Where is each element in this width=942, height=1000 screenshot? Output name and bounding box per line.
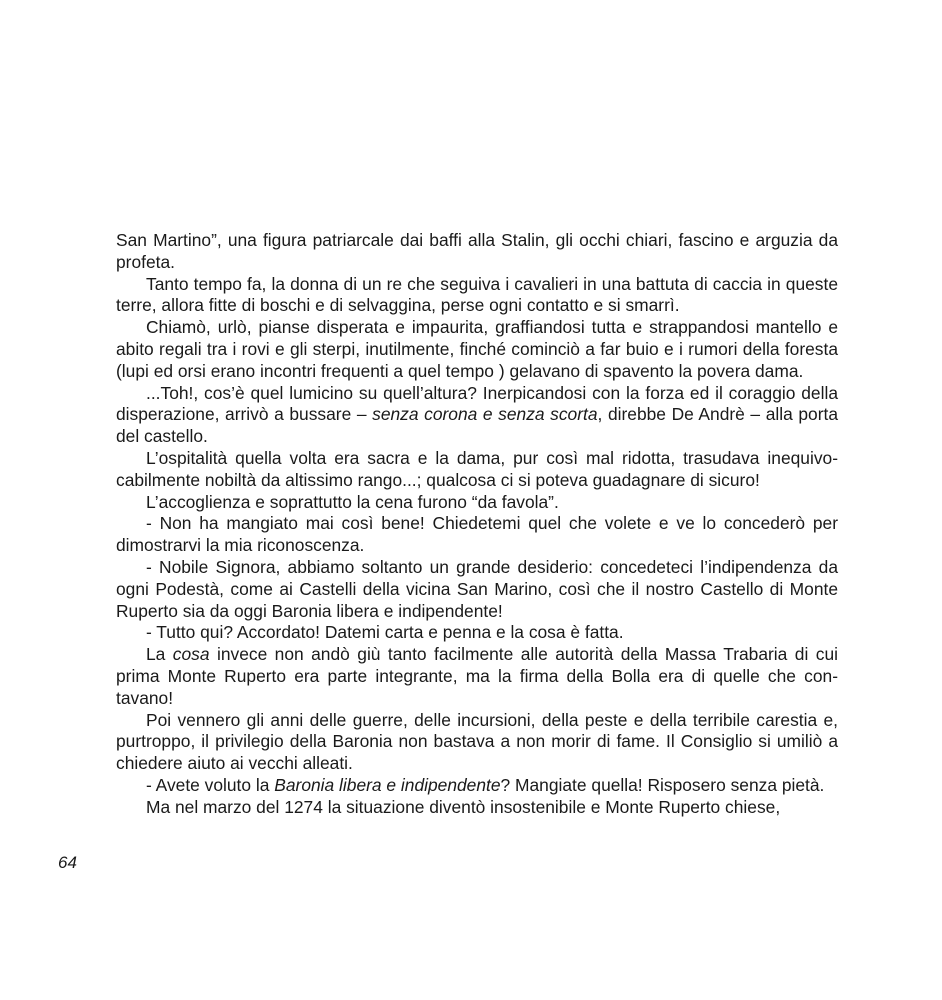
text-span: San Martino”, una figura patriarcale dai baffi alla Stalin, gli occhi chiari, fascino e arguzia da profeta. bbox=[116, 230, 838, 272]
text-span: Poi vennero gli anni delle guerre, delle incursioni, della peste e della terribile carestia e, purtroppo, il privilegio della Baronia non bastava a non morir di fame. Il Consiglio si umiliò a chiedere aiuto ai vecchi alleati. bbox=[116, 709, 838, 774]
text-span: ? Mangiate quella! Risposero senza pietà. bbox=[500, 774, 825, 795]
text-span: Tanto tempo fa, la donna di un re che seguiva i cavalieri in una battuta di caccia in queste terre, allora fitte di boschi e di selvaggina, perse ogni contatto e si smarrì. bbox=[116, 273, 838, 316]
text-span: L’accoglienza e soprattutto la cena furono “da favola”. bbox=[146, 491, 559, 512]
paragraph-9 bbox=[116, 622, 838, 644]
paragraph-5 bbox=[116, 448, 838, 492]
text-span: Chiamò, urlò, pianse disperata e impaurita, graffiandosi tutta e strappandosi mantello e abito regali tra i rovi e gli sterpi, inutilmente, finché cominciò a far buio e i rumori della foresta (lupi ed orsi erano incontri frequenti a quel tempo ) gelavano di spavento la povera dama. bbox=[116, 317, 838, 381]
paragraph-7 bbox=[116, 513, 838, 557]
paragraph-8 bbox=[116, 557, 838, 622]
paragraph-1 bbox=[116, 230, 838, 274]
page-number: 64 bbox=[58, 853, 77, 872]
text-span: - Non ha mangiato mai così bene! Chiedetemi quel che volete e ve lo concederò per dimostrarvi la mia riconoscenza. bbox=[116, 513, 838, 556]
text-span: - Tutto qui? Accordato! Datemi carta e penna e la cosa è fatta. bbox=[146, 622, 624, 643]
italic-span: Baronia libera e indipendente bbox=[274, 774, 501, 795]
italic-span: senza corona e senza scorta bbox=[372, 404, 598, 425]
italic-span: cosa bbox=[172, 644, 210, 665]
text-span: , direbbe De Andrè – alla porta del castello. bbox=[116, 404, 839, 447]
text-span: La bbox=[146, 644, 173, 665]
text-span: - Nobile Signora, abbiamo soltanto un grande desiderio: concedeteci l’indipendenza da ogni Podestà, come ai Castelli della vicina San Marino, così che il nostro Castello di Monte Ruperto sia da oggi Baronia libera e indipendente! bbox=[116, 556, 838, 621]
paragraph-13 bbox=[116, 797, 838, 819]
paragraph-4 bbox=[116, 383, 838, 448]
paragraph-6 bbox=[116, 492, 838, 514]
text-span: ...Toh!, cos’è quel lumicino su quell’altura? Inerpicandosi con la forza ed il coraggio della disperazione, arrivò a bussare – bbox=[116, 382, 838, 425]
body-text bbox=[116, 230, 838, 819]
paragraph-12 bbox=[116, 775, 838, 797]
text-span: L’ospitalità quella volta era sacra e la dama, pur così mal ridotta, trasudava inequivocabilmente nobiltà da altissimo rango...; qualcosa ci si poteva guadagnare di sicuro! bbox=[116, 447, 838, 490]
paragraph-2 bbox=[116, 274, 838, 318]
paragraph-10 bbox=[116, 644, 838, 709]
text-span: Ma nel marzo del 1274 la situazione diventò insostenibile e Monte Ruperto chiese, bbox=[146, 796, 781, 817]
text-span: invece non andò giù tanto facilmente alle autorità della Massa Trabaria di cui prima Monte Ruperto era parte integrante, ma la firma della Bolla era di quelle che contavano! bbox=[116, 644, 838, 708]
text-span: - Avete voluto la bbox=[146, 774, 275, 795]
paragraph-3 bbox=[116, 317, 838, 382]
paragraph-11 bbox=[116, 710, 838, 775]
